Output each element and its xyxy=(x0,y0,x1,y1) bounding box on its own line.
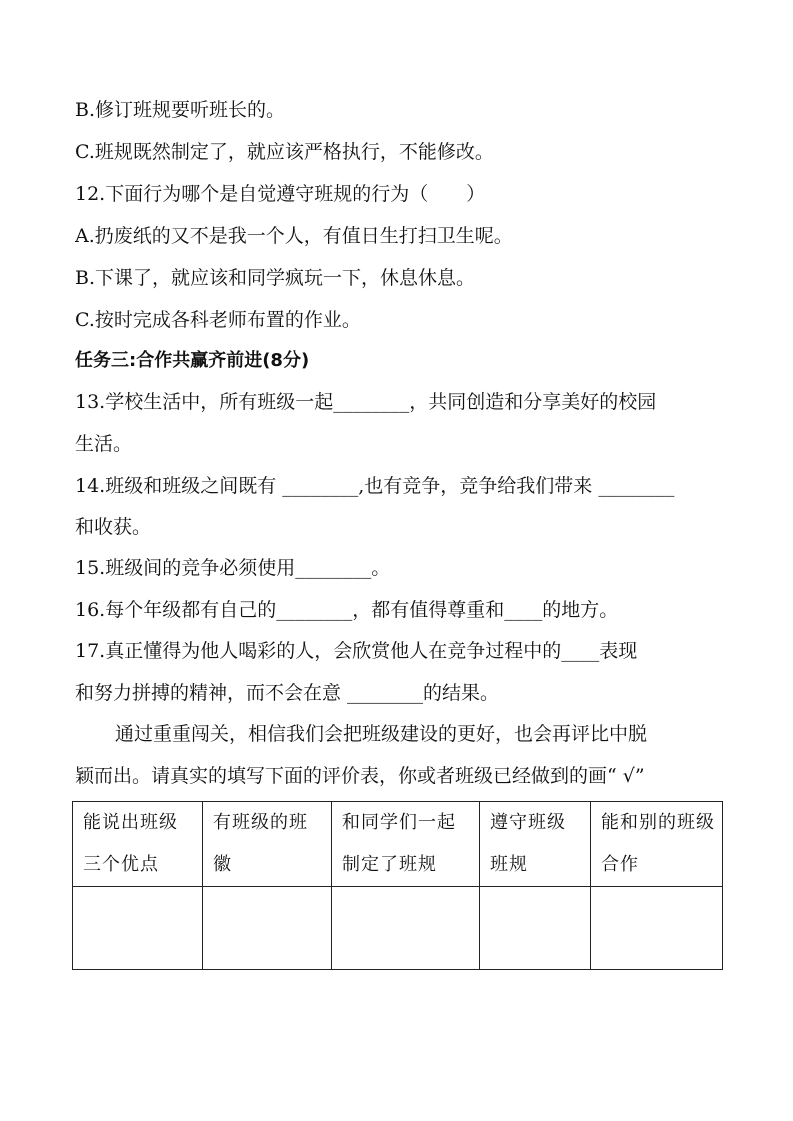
header-cell-class-merits: 能说出班级三个优点 xyxy=(73,802,203,887)
option-12-c: C.按时完成各科老师布置的作业。 xyxy=(75,309,361,331)
option-12-b: B.下课了，就应该和同学疯玩一下，休息休息。 xyxy=(75,267,476,289)
question-14-line-2: 和收获。 xyxy=(75,516,152,538)
option-11-b: B.修订班规要听班长的。 xyxy=(75,99,286,121)
question-17-line-1: 17.真正懂得为他人喝彩的人，会欣赏他人在竞争过程中的____表现 xyxy=(75,640,638,662)
option-12-a: A.扔废纸的又不是我一个人，有值日生打扫卫生呢。 xyxy=(75,225,513,247)
question-14-line-1: 14.班级和班级之间既有 ________,也有竞争，竞争给我们带来 ________ xyxy=(75,475,675,497)
answer-cell-5[interactable] xyxy=(591,887,723,970)
evaluation-header-row xyxy=(73,802,723,887)
header-cell-class-badge: 有班级的班徽 xyxy=(203,802,332,887)
question-13-line-1: 13.学校生活中，所有班级一起________，共同创造和分享美好的校园 xyxy=(75,391,657,413)
evaluation-table xyxy=(72,801,723,970)
intro-paragraph-line-2: 颖而出。请真实的填写下面的评价表，你或者班级已经做到的画“ √” xyxy=(75,765,645,787)
answer-cell-4[interactable] xyxy=(480,887,591,970)
question-17-line-2: 和努力拼搏的精神，而不会在意 ________的结果。 xyxy=(75,682,500,704)
answer-cell-3[interactable] xyxy=(332,887,480,970)
header-cell-made-rules: 和同学们一起制定了班规 xyxy=(332,802,480,887)
answer-cell-2[interactable] xyxy=(203,887,332,970)
question-15: 15.班级间的竞争必须使用________。 xyxy=(75,557,391,579)
question-16: 16.每个年级都有自己的________，都有值得尊重和____的地方。 xyxy=(75,599,619,621)
task-3-heading: 任务三:合作共赢齐前进(8分) xyxy=(75,350,310,371)
intro-paragraph-line-1: 通过重重闯关，相信我们会把班级建设的更好，也会再评比中脱 xyxy=(115,723,648,745)
header-cell-follow-rules: 遵守班级班规 xyxy=(480,802,591,887)
evaluation-answer-row xyxy=(73,887,723,970)
option-11-c: C.班规既然制定了，就应该严格执行，不能修改。 xyxy=(75,141,494,163)
question-13-line-2: 生活。 xyxy=(75,433,133,455)
answer-cell-1[interactable] xyxy=(73,887,203,970)
header-cell-cooperate: 能和别的班级合作 xyxy=(591,802,723,887)
question-12: 12.下面行为哪个是自觉遵守班规的行为（ ） xyxy=(75,183,486,205)
